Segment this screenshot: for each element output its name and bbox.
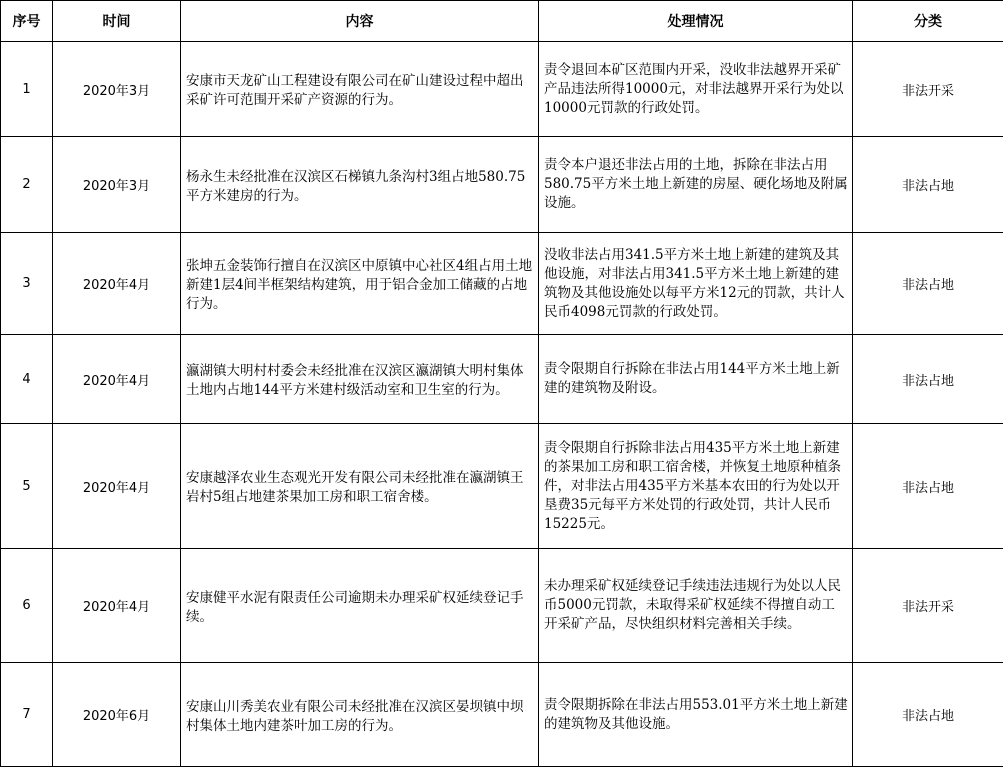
row-seq: 3 [1,233,53,335]
row-time: 2020年4月 [53,233,181,335]
table-row [1,42,1003,137]
header-category: 分类 [853,1,1003,42]
row-seq: 6 [1,549,53,663]
row-category: 非法开采 [853,42,1003,137]
row-handling: 责令限期拆除在非法占用553.01平方米土地上新建的建筑物及其他设施。 [539,663,853,767]
row-category: 非法占地 [853,137,1003,233]
row-seq: 2 [1,137,53,233]
row-handling: 责令限期自行拆除非法占用435平方米土地上新建的茶果加工房和职工宿舍楼，并恢复土地原种植条件，对非法占用435平方米基本农田的行为处以开垦费35元每平方米处罚的行政处罚，共计人民币15225元。 [539,424,853,549]
table-row [1,233,1003,335]
table-header-row [1,1,1003,42]
row-handling: 责令限期自行拆除在非法占用144平方米土地上新建的建筑物及附设。 [539,335,853,424]
row-category: 非法占地 [853,233,1003,335]
row-category: 非法占地 [853,663,1003,767]
header-seq: 序号 [1,1,53,42]
row-seq: 4 [1,335,53,424]
row-time: 2020年4月 [53,424,181,549]
row-seq: 7 [1,663,53,767]
row-category: 非法占地 [853,335,1003,424]
row-category: 非法开采 [853,549,1003,663]
row-seq: 5 [1,424,53,549]
table-row [1,549,1003,663]
table-row [1,663,1003,767]
header-handling: 处理情况 [539,1,853,42]
row-handling: 责令退回本矿区范围内开采，没收非法越界开采矿产品违法所得10000元，对非法越界开采行为处以10000元罚款的行政处罚。 [539,42,853,137]
table-row [1,335,1003,424]
row-category: 非法占地 [853,424,1003,549]
row-handling: 未办理采矿权延续登记手续违法违规行为处以人民币5000元罚款，未取得采矿权延续不得擅自动工开采矿产品，尽快组织材料完善相关手续。 [539,549,853,663]
row-content: 安康市天龙矿山工程建设有限公司在矿山建设过程中超出采矿许可范围开采矿产资源的行为。 [181,42,539,137]
row-time: 2020年6月 [53,663,181,767]
row-handling: 责令本户退还非法占用的土地，拆除在非法占用580.75平方米土地上新建的房屋、硬化场地及附属设施。 [539,137,853,233]
row-seq: 1 [1,42,53,137]
row-content: 安康越泽农业生态观光开发有限公司未经批准在瀛湖镇王岩村5组占地建茶果加工房和职工宿舍楼。 [181,424,539,549]
row-content: 安康健平水泥有限责任公司逾期未办理采矿权延续登记手续。 [181,549,539,663]
row-time: 2020年4月 [53,549,181,663]
row-content: 张坤五金装饰行擅自在汉滨区中原镇中心社区4组占用土地新建1层4间半框架结构建筑，用于铝合金加工储藏的占地行为。 [181,233,539,335]
row-time: 2020年3月 [53,137,181,233]
table-row [1,137,1003,233]
row-content: 瀛湖镇大明村村委会未经批准在汉滨区瀛湖镇大明村集体土地内占地144平方米建村级活动室和卫生室的行为。 [181,335,539,424]
header-time: 时间 [53,1,181,42]
row-content: 杨永生未经批准在汉滨区石梯镇九条沟村3组占地580.75平方米建房的行为。 [181,137,539,233]
row-time: 2020年3月 [53,42,181,137]
header-content: 内容 [181,1,539,42]
table-row [1,424,1003,549]
row-handling: 没收非法占用341.5平方米土地上新建的建筑及其他设施，对非法占用341.5平方米土地上新建的建筑物及其他设施处以每平方米12元的罚款，共计人民币4098元罚款的行政处罚。 [539,233,853,335]
row-content: 安康山川秀美农业有限公司未经批准在汉滨区晏坝镇中坝村集体土地内建茶叶加工房的行为。 [181,663,539,767]
row-time: 2020年4月 [53,335,181,424]
